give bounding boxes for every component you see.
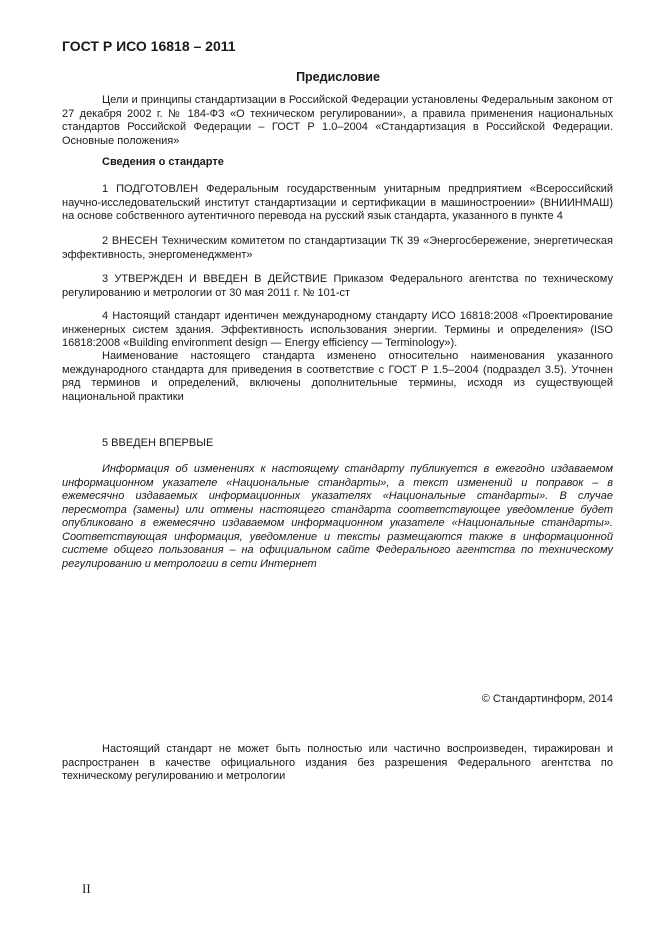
reproduction-notice: Настоящий стандарт не может быть полностью или частично воспроизведен, тиражирован и распространен в качестве официального издания без разрешения Федерального агентства по техническому регулированию и метрологии [62, 743, 613, 782]
item-4-identical: 4 Настоящий стандарт идентичен международному стандарту ИСО 16818:2008 «Проектирование инженерных систем здания. Эффективность использования энергии. Термины и определения» (ISO 16818:2008 «Building environment design — Energy efficiency — Terminology»). [62, 310, 613, 349]
item-4-note: Наименование настоящего стандарта изменено относительно наименования указанного международного стандарта для приведения в соответствие с ГОСТ Р 1.5–2004 (подраздел 3.5). Уточнен ряд терминов и определений, включены дополнительные термины, исходя из существующей национальной практики [62, 350, 613, 403]
item-5-introduced: 5 ВВЕДЕН ВПЕРВЫЕ [102, 437, 214, 449]
item-3-approved: 3 УТВЕРЖДЕН И ВВЕДЕН В ДЕЙСТВИЕ Приказом Федерального агентства по техническому регулированию и метрологии от 30 мая 2011 г. № 101-ст [62, 273, 613, 299]
standard-header: ГОСТ Р ИСО 16818 – 2011 [62, 38, 236, 54]
info-heading: Сведения о стандарте [102, 156, 224, 168]
item-2-submitted: 2 ВНЕСЕН Техническим комитетом по стандартизации ТК 39 «Энергосбережение, энергетическая эффективность, энергоменеджмент» [62, 235, 613, 261]
foreword-intro: Цели и принципы стандартизации в Российской Федерации установлены Федеральным законом от 27 декабря 2002 г. № 184-ФЗ «О техническом регулировании», а правила применения национальных стандартов Российской Федерации – ГОСТ Р 1.0–2004 «Стандартизация в Российской Федерации. Основные положения» [62, 94, 613, 147]
page-number: II [82, 881, 91, 896]
changes-info: Информация об изменениях к настоящему стандарту публикуется в ежегодно издаваемом информационном указателе «Национальные стандарты», а текст изменений и поправок – в ежемесячно издаваемых информационных указателях «Национальные стандарты». В случае пересмотра (замены) или отмены настоящего стандарта соответствующее уведомление будет опубликовано в ежемесячно издаваемом информационном указателе «Национальные стандарты». Соответствующая информация, уведомление и тексты размещаются также в информационной системе общего пользования – на официальном сайте Федерального агентства по техническому регулированию и метрологии в сети Интернет [62, 463, 613, 570]
copyright: © Стандартинформ, 2014 [481, 693, 613, 705]
foreword-title: Предисловие [296, 70, 380, 84]
item-1-prepared: 1 ПОДГОТОВЛЕН Федеральным государственным унитарным предприятием «Всероссийский научно-исследовательский институт стандартизации и сертификации в машиностроении» (ВНИИНМАШ) на основе собственного аутентичного перевода на русский язык стандарта, указанного в пункте 4 [62, 183, 613, 222]
